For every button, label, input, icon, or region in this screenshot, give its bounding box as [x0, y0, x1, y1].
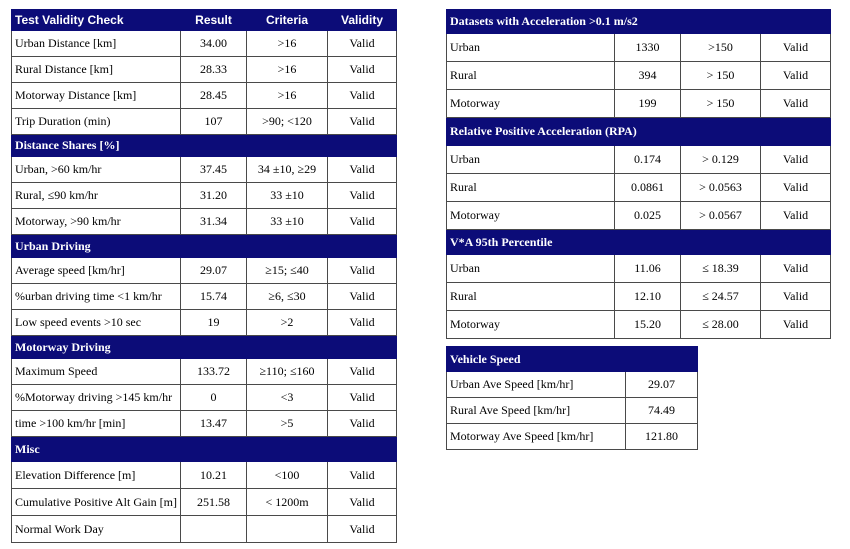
row-validity: Valid [328, 462, 397, 489]
row-criteria: >90; <120 [247, 109, 328, 135]
table-row [447, 398, 698, 424]
row-label: Urban Distance [km] [12, 31, 181, 57]
section-title: Distance Shares [%] [12, 135, 397, 157]
row-label: Urban, >60 km/hr [12, 157, 181, 183]
row-result: 13.47 [181, 411, 247, 437]
table-row [12, 284, 397, 310]
table-row [12, 209, 397, 235]
table-row [12, 411, 397, 437]
column-header-result: Result [181, 10, 247, 31]
row-label: Urban [447, 146, 615, 174]
column-header-criteria: Criteria [247, 10, 328, 31]
row-criteria: ≤ 18.39 [681, 255, 761, 283]
row-label: Low speed events >10 sec [12, 310, 181, 336]
test-validity-table [11, 9, 397, 543]
row-label: %Motorway driving >145 km/hr [12, 385, 181, 411]
row-validity: Valid [328, 31, 397, 57]
row-criteria: > 150 [681, 62, 761, 90]
row-criteria: >16 [247, 31, 328, 57]
section-header-motorway-driving [12, 336, 397, 359]
row-criteria: <3 [247, 385, 328, 411]
row-label: Motorway [447, 311, 615, 339]
row-label: Rural, ≤90 km/hr [12, 183, 181, 209]
section-title: Datasets with Acceleration >0.1 m/s2 [447, 10, 831, 34]
row-validity: Valid [328, 183, 397, 209]
table-row [447, 372, 698, 398]
row-result: 0.174 [615, 146, 681, 174]
row-result: 15.74 [181, 284, 247, 310]
row-validity: Valid [328, 359, 397, 385]
section-header-rpa [447, 118, 831, 146]
row-validity: Valid [761, 311, 831, 339]
row-label: Urban Ave Speed [km/hr] [447, 372, 626, 398]
row-criteria: >16 [247, 83, 328, 109]
row-criteria [247, 516, 328, 543]
row-label: Rural Distance [km] [12, 57, 181, 83]
section-header-acceleration [447, 10, 831, 34]
table-row [447, 424, 698, 450]
table-row [12, 157, 397, 183]
row-validity: Valid [328, 310, 397, 336]
row-result: 133.72 [181, 359, 247, 385]
section-title: Motorway Driving [12, 336, 397, 359]
row-result: 74.49 [626, 398, 698, 424]
row-criteria: 33 ±10 [247, 209, 328, 235]
section-title: Misc [12, 437, 397, 462]
row-criteria: >150 [681, 34, 761, 62]
section-title: V*A 95th Percentile [447, 230, 831, 255]
table-row [12, 516, 397, 543]
table-row [12, 310, 397, 336]
row-validity: Valid [761, 174, 831, 202]
section-header-vehicle-speed [447, 347, 698, 372]
row-validity: Valid [328, 489, 397, 516]
row-label: Normal Work Day [12, 516, 181, 543]
row-label: Elevation Difference [m] [12, 462, 181, 489]
row-criteria: 33 ±10 [247, 183, 328, 209]
row-result: 0.025 [615, 202, 681, 230]
row-result: 28.33 [181, 57, 247, 83]
row-validity: Valid [328, 209, 397, 235]
row-validity: Valid [761, 146, 831, 174]
row-result: 11.06 [615, 255, 681, 283]
table-row [447, 202, 831, 230]
row-validity: Valid [761, 90, 831, 118]
row-label: %urban driving time <1 km/hr [12, 284, 181, 310]
section-title: Relative Positive Acceleration (RPA) [447, 118, 831, 146]
table-row [12, 359, 397, 385]
table-row [12, 57, 397, 83]
row-result: 31.20 [181, 183, 247, 209]
row-result: 29.07 [626, 372, 698, 398]
row-label: Cumulative Positive Alt Gain [m] [12, 489, 181, 516]
acceleration-table [446, 9, 831, 339]
row-label: Rural [447, 62, 615, 90]
row-result: 0 [181, 385, 247, 411]
row-validity: Valid [761, 62, 831, 90]
section-title: Vehicle Speed [447, 347, 698, 372]
section-title: Urban Driving [12, 235, 397, 258]
row-criteria: > 0.129 [681, 146, 761, 174]
row-validity: Valid [328, 109, 397, 135]
table-row [447, 311, 831, 339]
row-result: 199 [615, 90, 681, 118]
row-criteria: ≥6, ≤30 [247, 284, 328, 310]
row-label: Rural [447, 283, 615, 311]
table-row [447, 34, 831, 62]
row-label: Maximum Speed [12, 359, 181, 385]
table-row [12, 31, 397, 57]
row-validity: Valid [328, 83, 397, 109]
row-validity: Valid [328, 411, 397, 437]
row-validity: Valid [761, 202, 831, 230]
row-result [181, 516, 247, 543]
row-result: 34.00 [181, 31, 247, 57]
table-row [447, 62, 831, 90]
table-row [12, 83, 397, 109]
row-criteria: ≥15; ≤40 [247, 258, 328, 284]
row-criteria: ≥110; ≤160 [247, 359, 328, 385]
test-validity-header [12, 10, 397, 31]
column-header-validity: Validity [328, 10, 397, 31]
row-label: Motorway, >90 km/hr [12, 209, 181, 235]
table-row [447, 255, 831, 283]
row-criteria: > 150 [681, 90, 761, 118]
row-criteria: >5 [247, 411, 328, 437]
row-criteria: > 0.0563 [681, 174, 761, 202]
row-validity: Valid [761, 34, 831, 62]
table-row [12, 462, 397, 489]
row-criteria: ≤ 28.00 [681, 311, 761, 339]
row-result: 19 [181, 310, 247, 336]
section-header-misc [12, 437, 397, 462]
row-criteria: >2 [247, 310, 328, 336]
table-row [12, 109, 397, 135]
table-row [447, 174, 831, 202]
row-validity: Valid [328, 57, 397, 83]
row-result: 121.80 [626, 424, 698, 450]
table-row [12, 258, 397, 284]
row-label: Average speed [km/hr] [12, 258, 181, 284]
row-result: 251.58 [181, 489, 247, 516]
row-label: Rural [447, 174, 615, 202]
section-header-distance-shares [12, 135, 397, 157]
row-criteria: < 1200m [247, 489, 328, 516]
row-result: 15.20 [615, 311, 681, 339]
row-result: 29.07 [181, 258, 247, 284]
row-label: Rural Ave Speed [km/hr] [447, 398, 626, 424]
row-result: 12.10 [615, 283, 681, 311]
row-label: Trip Duration (min) [12, 109, 181, 135]
row-validity: Valid [328, 516, 397, 543]
row-result: 1330 [615, 34, 681, 62]
row-label: time >100 km/hr [min] [12, 411, 181, 437]
table-row [12, 489, 397, 516]
row-validity: Valid [328, 258, 397, 284]
row-validity: Valid [761, 255, 831, 283]
row-label: Motorway Ave Speed [km/hr] [447, 424, 626, 450]
row-criteria: <100 [247, 462, 328, 489]
row-label: Urban [447, 255, 615, 283]
section-header-va95 [447, 230, 831, 255]
row-result: 0.0861 [615, 174, 681, 202]
section-header-urban-driving [12, 235, 397, 258]
row-label: Motorway [447, 90, 615, 118]
row-validity: Valid [328, 284, 397, 310]
row-result: 37.45 [181, 157, 247, 183]
table-row [447, 146, 831, 174]
row-criteria: >16 [247, 57, 328, 83]
table-row [12, 385, 397, 411]
row-validity: Valid [328, 157, 397, 183]
table-row [447, 90, 831, 118]
row-criteria: ≤ 24.57 [681, 283, 761, 311]
vehicle-speed-table [446, 346, 698, 450]
row-validity: Valid [328, 385, 397, 411]
row-validity: Valid [761, 283, 831, 311]
column-header-check: Test Validity Check [12, 10, 181, 31]
row-result: 28.45 [181, 83, 247, 109]
row-result: 31.34 [181, 209, 247, 235]
row-result: 394 [615, 62, 681, 90]
table-row [447, 283, 831, 311]
row-label: Motorway [447, 202, 615, 230]
row-label: Motorway Distance [km] [12, 83, 181, 109]
row-result: 107 [181, 109, 247, 135]
row-criteria: > 0.0567 [681, 202, 761, 230]
row-label: Urban [447, 34, 615, 62]
table-row [12, 183, 397, 209]
row-result: 10.21 [181, 462, 247, 489]
row-criteria: 34 ±10, ≥29 [247, 157, 328, 183]
